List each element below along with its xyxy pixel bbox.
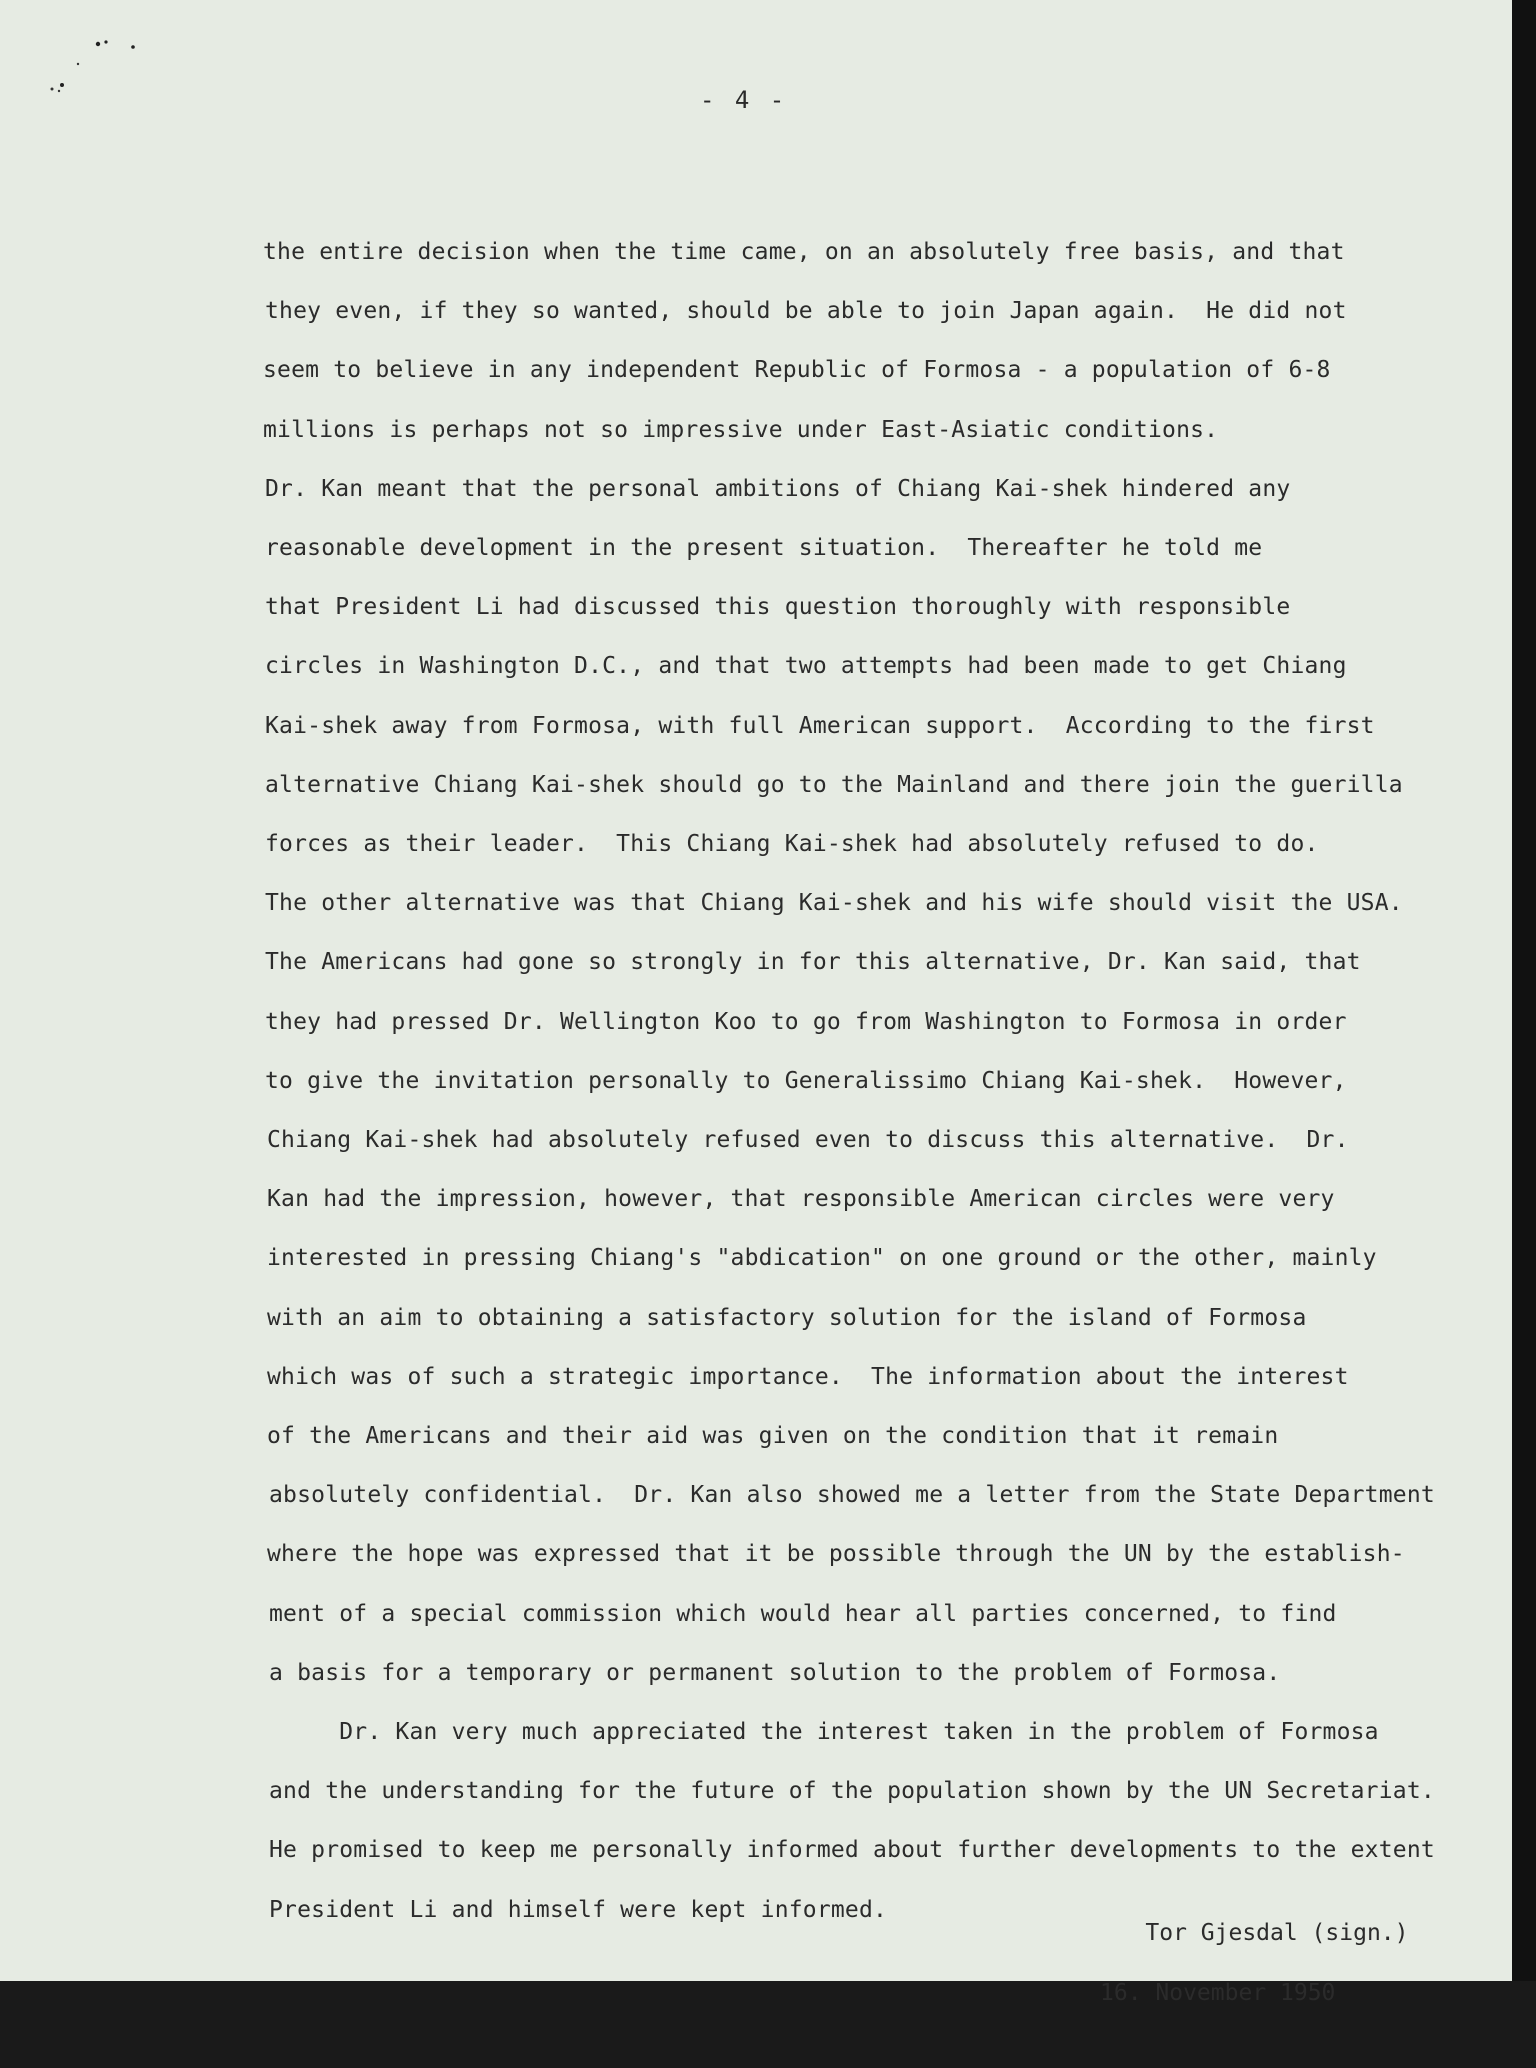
body-line: to give the invitation personally to Generalissimo Chiang Kai-shek. However, <box>265 1068 1347 1094</box>
body-line: of the Americans and their aid was given on the condition that it remain <box>267 1423 1279 1449</box>
body-line: the entire decision when the time came, on an absolutely free basis, and that <box>263 239 1345 265</box>
body-line: they even, if they so wanted, should be able to join Japan again. He did not <box>265 298 1347 324</box>
body-line: Dr. Kan meant that the personal ambitions of Chiang Kai-shek hindered any <box>265 476 1291 502</box>
body-line: forces as their leader. This Chiang Kai-shek had absolutely refused to do. <box>265 831 1319 857</box>
body-line: The Americans had gone so strongly in for this alternative, Dr. Kan said, that <box>265 949 1361 975</box>
body-line: reasonable development in the present situation. Thereafter he told me <box>265 535 1263 561</box>
body-line: Kan had the impression, however, that responsible American circles were very <box>267 1186 1335 1212</box>
body-line: and the understanding for the future of the population shown by the UN Secretariat. <box>269 1778 1435 1804</box>
signature-name: Tor Gjesdal (sign.) <box>1145 1920 1409 1946</box>
body-line: President Li and himself were kept informed. <box>269 1897 888 1923</box>
body-line: Chiang Kai-shek had absolutely refused even to discuss this alternative. Dr. <box>267 1127 1349 1153</box>
body-line: Dr. Kan very much appreciated the interest taken in the problem of Formosa <box>269 1719 1379 1745</box>
body-line: they had pressed Dr. Wellington Koo to go from Washington to Formosa in order <box>265 1009 1347 1035</box>
signature-block <box>1090 1888 1409 2068</box>
body-line: interested in pressing Chiang's "abdication" on one ground or the other, mainly <box>267 1245 1377 1271</box>
signature-date: 16. November 1950 <box>1100 1980 1336 2006</box>
body-line: a basis for a temporary or permanent solution to the problem of Formosa. <box>269 1660 1281 1686</box>
body-line: He promised to keep me personally informed about further developments to the extent <box>269 1837 1435 1863</box>
body-line: The other alternative was that Chiang Kai-shek and his wife should visit the USA. <box>265 890 1403 916</box>
body-line: absolutely confidential. Dr. Kan also showed me a letter from the State Department <box>269 1482 1435 1508</box>
body-line: with an aim to obtaining a satisfactory solution for the island of Formosa <box>267 1305 1307 1331</box>
body-line: Kai-shek away from Formosa, with full American support. According to the first <box>265 713 1375 739</box>
body-line: where the hope was expressed that it be possible through the UN by the establish- <box>267 1541 1405 1567</box>
page-number: - 4 - <box>700 86 788 114</box>
body-line: circles in Washington D.C., and that two attempts had been made to get Chiang <box>265 653 1347 679</box>
body-line: alternative Chiang Kai-shek should go to the Mainland and there join the guerilla <box>265 772 1403 798</box>
body-line: millions is perhaps not so impressive under East-Asiatic conditions. <box>263 417 1219 443</box>
body-line: ment of a special commission which would hear all parties concerned, to find <box>269 1601 1337 1627</box>
scan-border <box>1512 0 1536 1981</box>
body-line: that President Li had discussed this question thoroughly with responsible <box>265 594 1291 620</box>
scan-specks <box>40 36 140 106</box>
body-line: seem to believe in any independent Republic of Formosa - a population of 6-8 <box>263 357 1331 383</box>
body-line: which was of such a strategic importance. The information about the interest <box>267 1364 1349 1390</box>
